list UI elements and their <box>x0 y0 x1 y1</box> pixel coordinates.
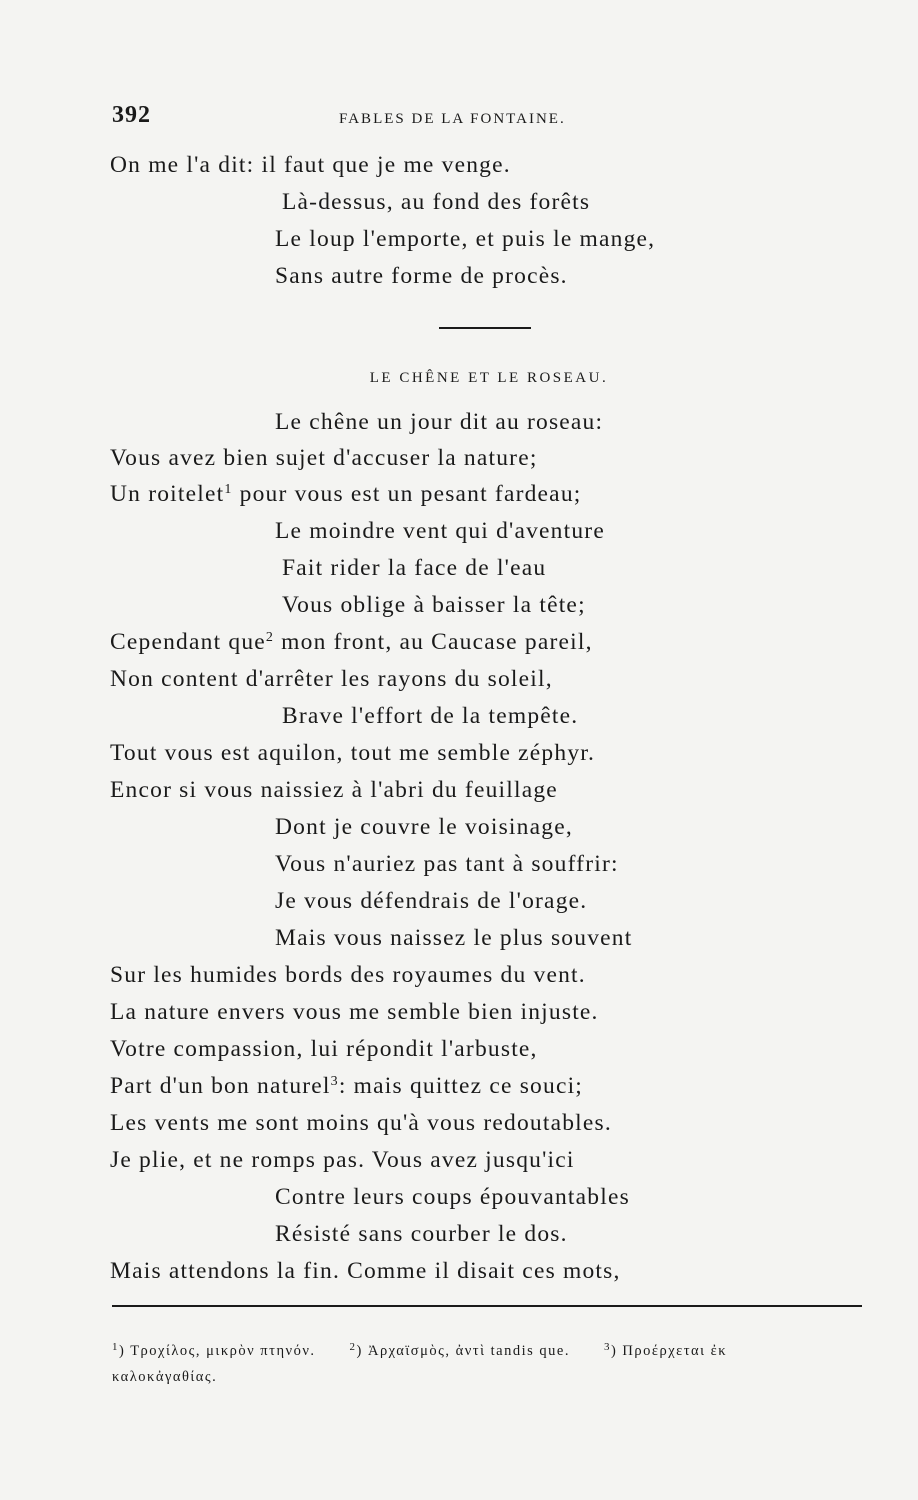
footnote-text: ) Προέρχεται ἐκ <box>610 1343 728 1359</box>
page-number: 392 <box>112 102 151 128</box>
verse-line <box>110 479 582 509</box>
verse-line: On me l'a dit: il faut que je me venge. <box>110 152 511 178</box>
verse-line: Résisté sans courber le dos. <box>275 1221 568 1247</box>
verse-text: : mais quittez ce souci; <box>338 1073 584 1099</box>
footnote-separator <box>112 1305 862 1307</box>
verse-line <box>110 627 593 657</box>
verse-line: Le moindre vent qui d'aventure <box>275 518 605 544</box>
verse-line: Je vous défendrais de l'orage. <box>275 888 588 914</box>
verse-line: Le loup l'emporte, et puis le mange, <box>275 226 656 252</box>
verse-line: Les vents me sont moins qu'à vous redoutables. <box>110 1110 612 1136</box>
verse-text: Cependant que <box>110 629 266 655</box>
verse-line: Fait rider la face de l'eau <box>282 555 547 581</box>
fable-title: LE CHÊNE ET LE ROSEAU. <box>369 370 609 386</box>
verse-text: mon front, au Caucase pareil, <box>274 629 593 655</box>
verse-line: Sur les humides bords des royaumes du vent. <box>110 962 586 988</box>
page-header <box>112 102 772 136</box>
verse-line: Mais vous naissez le plus souvent <box>275 925 633 951</box>
section-divider <box>439 327 531 329</box>
verse-line: Dont je couvre le voisinage, <box>275 814 573 840</box>
verse-text: pour vous est un pesant fardeau; <box>232 481 582 507</box>
verse-line: Encor si vous naissiez à l'abri du feuillage <box>110 777 558 803</box>
verse-line: Contre leurs coups épouvantables <box>275 1184 630 1210</box>
verse-text: Part d'un bon naturel <box>110 1073 331 1099</box>
verse-line: Le chêne un jour dit au roseau: <box>275 409 604 435</box>
verse-text: Un roitelet <box>110 481 225 507</box>
verse-line: Sans autre forme de procès. <box>275 263 568 289</box>
footnote-text: καλοκἀγαθίας. <box>112 1369 218 1385</box>
verse-line <box>110 1071 583 1101</box>
footnote-number: 3 <box>603 1341 611 1353</box>
footnote-marker: 3 <box>330 1074 339 1089</box>
footnote-text: ) Τροχίλος, μικρὸν πτηνόν. <box>119 1343 316 1359</box>
footnote-line <box>112 1340 727 1363</box>
footnote-number: 2 <box>349 1341 357 1353</box>
footnote-marker: 1 <box>224 482 233 497</box>
verse-line: Non content d'arrêter les rayons du soleil, <box>110 666 553 692</box>
verse-line: Là-dessus, au fond des forêts <box>282 189 591 215</box>
verse-line: La nature envers vous me semble bien injuste. <box>110 999 599 1025</box>
verse-line: Votre compassion, lui répondit l'arbuste, <box>110 1036 538 1062</box>
verse-line: Je plie, et ne romps pas. Vous avez jusqu'ici <box>110 1147 575 1173</box>
verse-line: Mais attendons la fin. Comme il disait ces mots, <box>110 1258 621 1284</box>
verse-line: Vous avez bien sujet d'accuser la nature; <box>110 445 538 471</box>
footnote-number: 1 <box>112 1341 119 1353</box>
verse-line: Tout vous est aquilon, tout me semble zéphyr. <box>110 740 596 766</box>
footnote-line <box>112 1366 217 1388</box>
verse-line: Brave l'effort de la tempête. <box>282 703 579 729</box>
footnote-text: ) Ἀρχαϊσμὸς, ἀντὶ tandis que. <box>356 1343 570 1359</box>
footnote-marker: 2 <box>265 630 275 645</box>
running-head: FABLES DE LA FONTAINE. <box>339 111 566 127</box>
verse-line: Vous n'auriez pas tant à souffrir: <box>275 851 619 877</box>
verse-line: Vous oblige à baisser la tête; <box>282 592 586 618</box>
